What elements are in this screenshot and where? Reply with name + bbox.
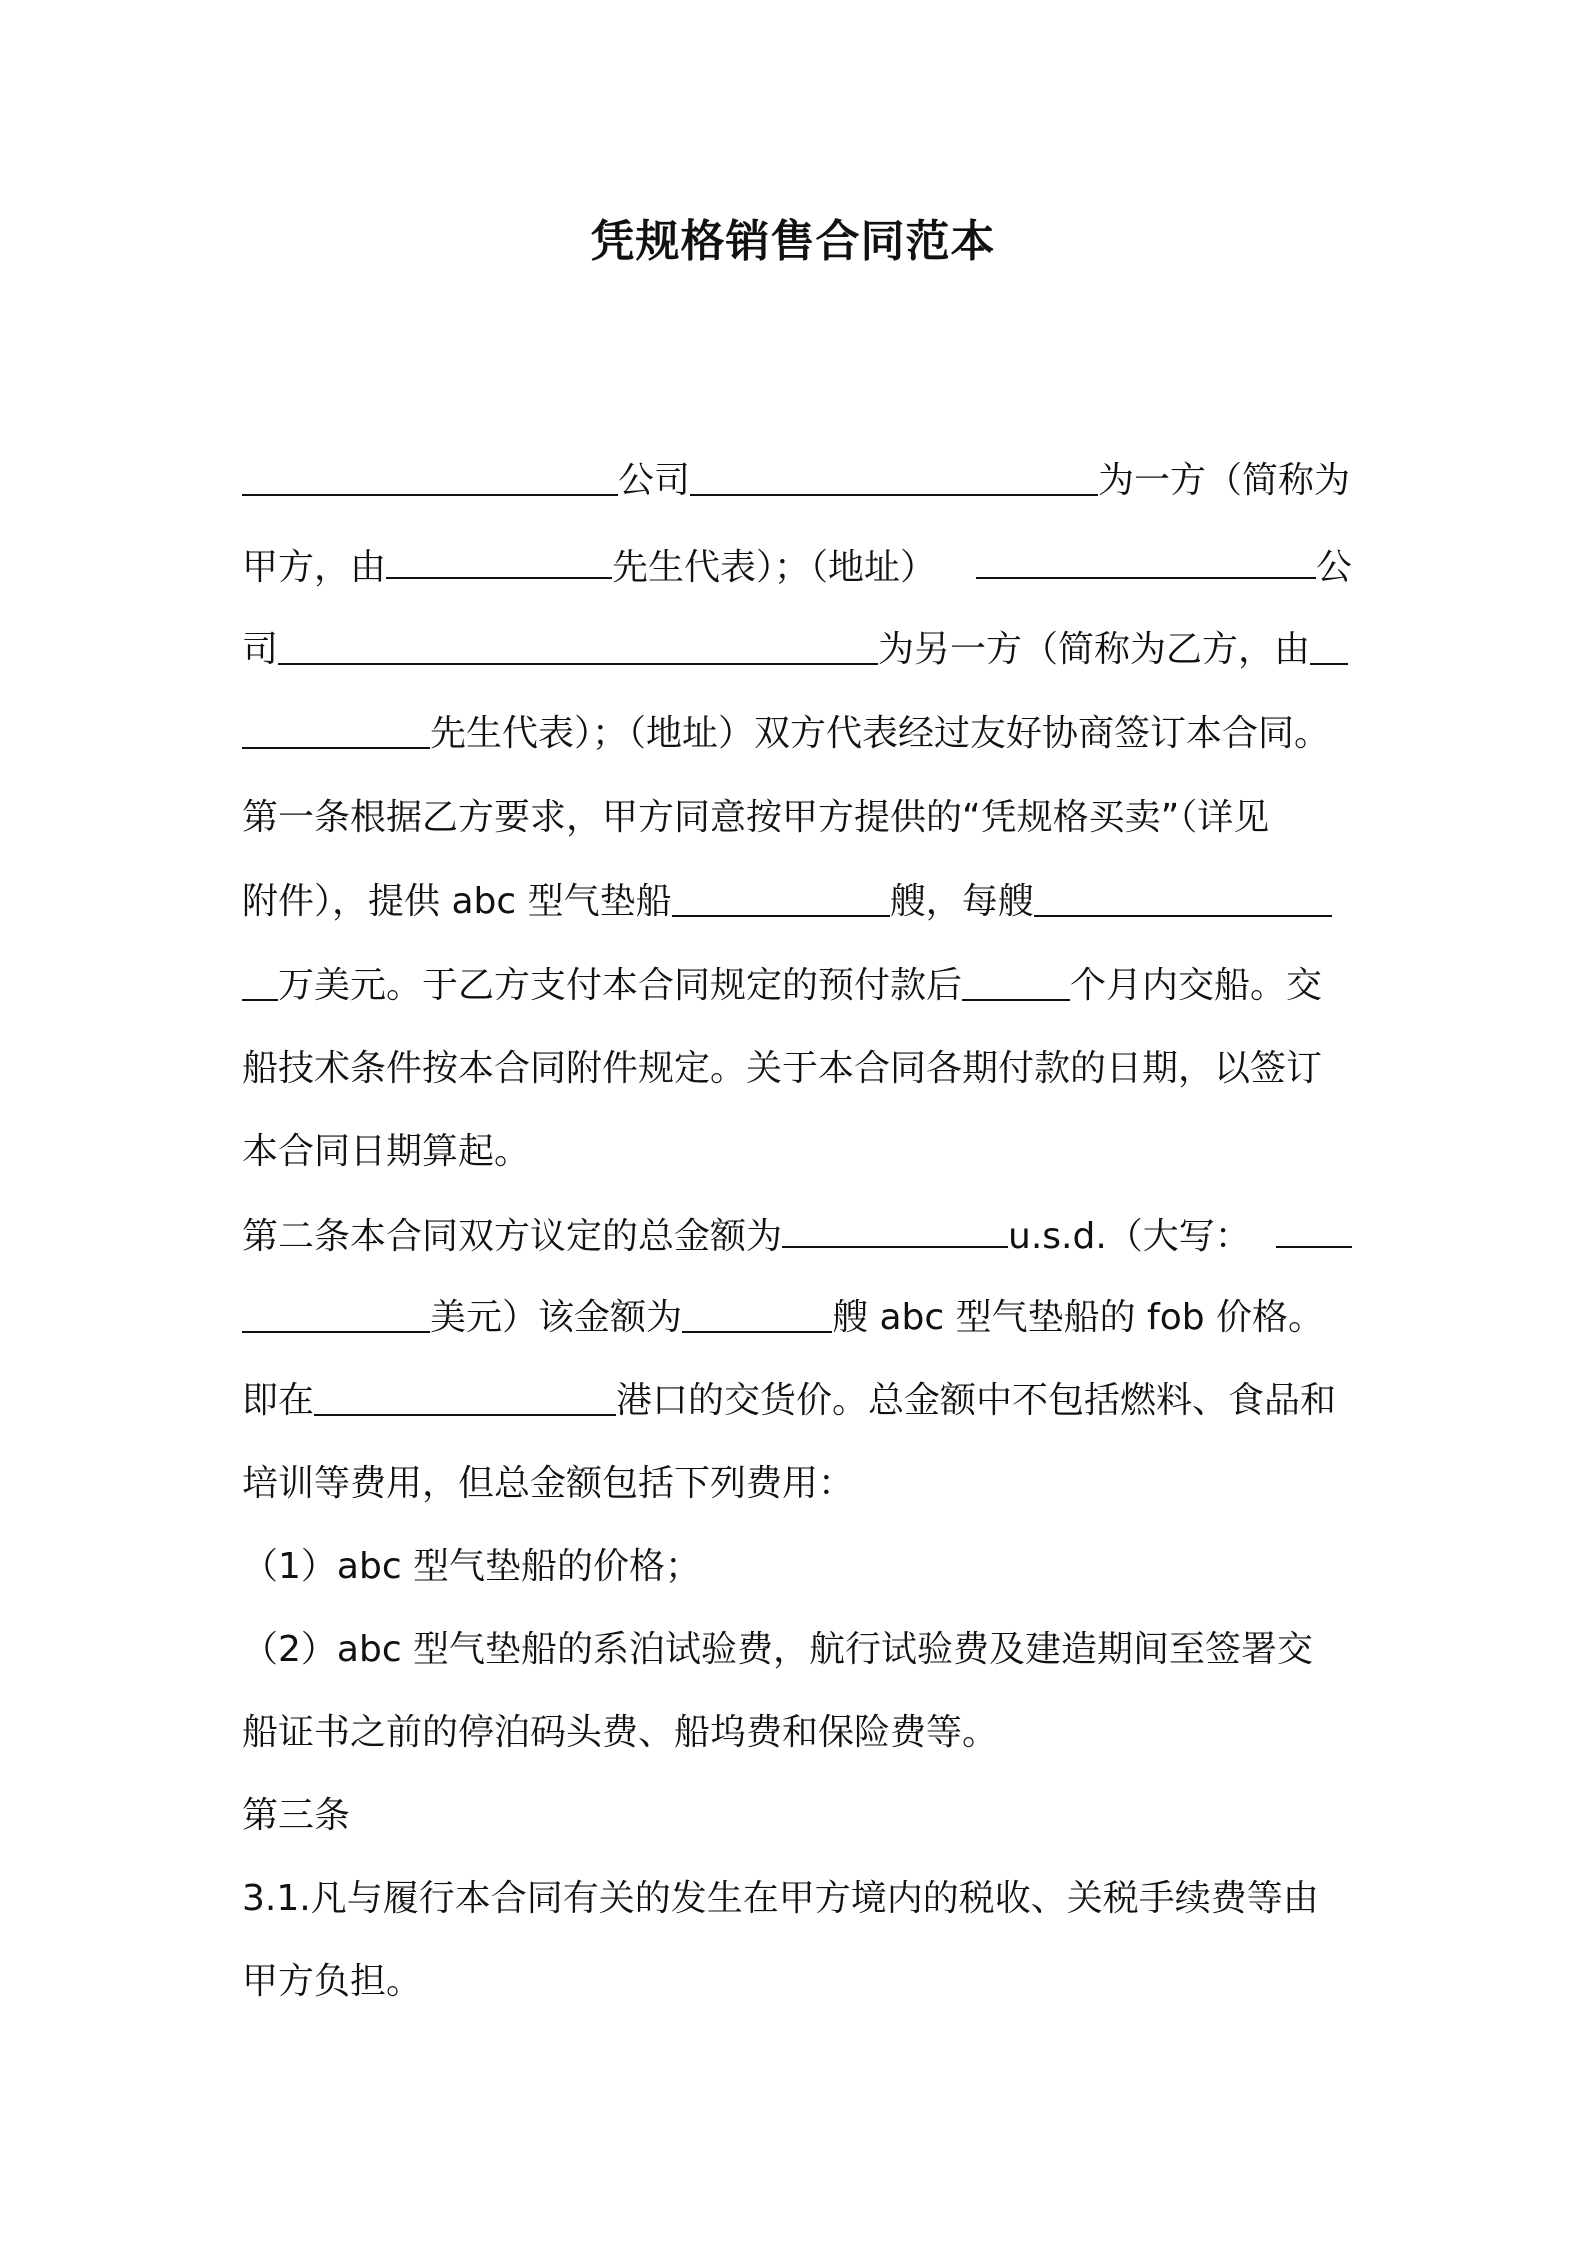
line-text: 个月内交船。交: [1070, 965, 1323, 1006]
fill-blank[interactable]: [782, 1206, 1008, 1248]
contract-line-13: [242, 1455, 1352, 1513]
contract-line-3: [242, 621, 1352, 679]
line-text: 附件），提供 abc 型气垫船: [242, 881, 672, 922]
fill-blank[interactable]: [242, 707, 430, 749]
line-text: 艘，每艘: [889, 881, 1034, 922]
line-text: 艘 abc 型气垫船的 fob 价格。: [832, 1297, 1325, 1338]
line-text: 万美元。于乙方支付本合同规定的预付款后: [278, 965, 963, 1006]
line-text: 第三条: [242, 1795, 351, 1836]
line-text: 即在: [242, 1380, 315, 1421]
line-text: 公司: [618, 460, 691, 501]
fill-blank[interactable]: [242, 1291, 430, 1333]
contract-line-12: [242, 1372, 1352, 1430]
line-text: 培训等费用，但总金额包括下列费用：: [242, 1463, 855, 1504]
fill-blank[interactable]: [962, 959, 1070, 1001]
line-text: 甲方，由: [242, 547, 387, 588]
line-text: （2）abc 型气垫船的系泊试验费，航行试验费及建造期间至签署交: [242, 1629, 1314, 1670]
line-text: 第一条根据乙方要求，甲方同意按甲方提供的“凭规格买卖”（详见: [242, 797, 1270, 838]
contract-line-16: [242, 1704, 1352, 1762]
line-text: 先生代表）；（地址）: [612, 547, 937, 588]
line-text: 美元）该金额为: [430, 1297, 683, 1338]
fill-blank[interactable]: [1310, 623, 1348, 665]
contract-line-11: [242, 1289, 1352, 1347]
document-title: 凭规格销售合同范本: [590, 216, 996, 267]
line-text: 港口的交货价。总金额中不包括燃料、食品和: [616, 1380, 1337, 1421]
contract-line-10: [242, 1206, 1352, 1264]
fill-blank[interactable]: [682, 1291, 832, 1333]
contract-line-18: [242, 1870, 1352, 1928]
line-text: 为一方（简称为: [1098, 460, 1351, 501]
fill-blank[interactable]: [690, 454, 1098, 496]
contract-line-1: [242, 452, 1352, 510]
fill-blank[interactable]: [672, 875, 890, 917]
contract-line-4: [242, 705, 1352, 763]
contract-line-5: [242, 789, 1352, 847]
line-text: 第二条本合同双方议定的总金额为: [242, 1216, 783, 1257]
line-text: u.s.d.（大写：: [1008, 1216, 1251, 1257]
line-text: 为另一方（简称为乙方，由: [878, 629, 1311, 670]
line-text: 船技术条件按本合同附件规定。关于本合同各期付款的日期，以签订: [242, 1048, 1323, 1089]
fill-blank[interactable]: [1276, 1206, 1352, 1248]
contract-line-15: [242, 1621, 1352, 1679]
line-text: 甲方负担。: [242, 1961, 423, 2002]
line-text: 公: [1315, 547, 1352, 588]
fill-blank[interactable]: [386, 537, 612, 579]
line-text: 船证书之前的停泊码头费、船坞费和保险费等。: [242, 1712, 999, 1753]
contract-line-17: [242, 1787, 1352, 1845]
fill-blank[interactable]: [314, 1374, 616, 1416]
contract-line-8: [242, 1040, 1352, 1098]
contract-line-2: [242, 537, 1352, 595]
fill-blank[interactable]: [242, 454, 618, 496]
contract-line-19: [242, 1953, 1352, 2011]
contract-line-9: [242, 1123, 1352, 1181]
fill-blank[interactable]: [1034, 875, 1332, 917]
line-text: 本合同日期算起。: [242, 1131, 531, 1172]
contract-line-6: [242, 873, 1352, 931]
fill-blank[interactable]: [278, 623, 878, 665]
line-text: 司: [242, 629, 279, 670]
contract-line-7: [242, 957, 1352, 1015]
line-text: 3.1.凡与履行本合同有关的发生在甲方境内的税收、关税手续费等由: [242, 1878, 1319, 1919]
fill-blank[interactable]: [976, 537, 1316, 579]
line-text: （1）abc 型气垫船的价格；: [242, 1546, 702, 1587]
contract-line-14: [242, 1538, 1352, 1596]
line-text: 先生代表）；（地址）双方代表经过友好协商签订本合同。: [430, 713, 1331, 754]
fill-blank[interactable]: [242, 959, 278, 1001]
